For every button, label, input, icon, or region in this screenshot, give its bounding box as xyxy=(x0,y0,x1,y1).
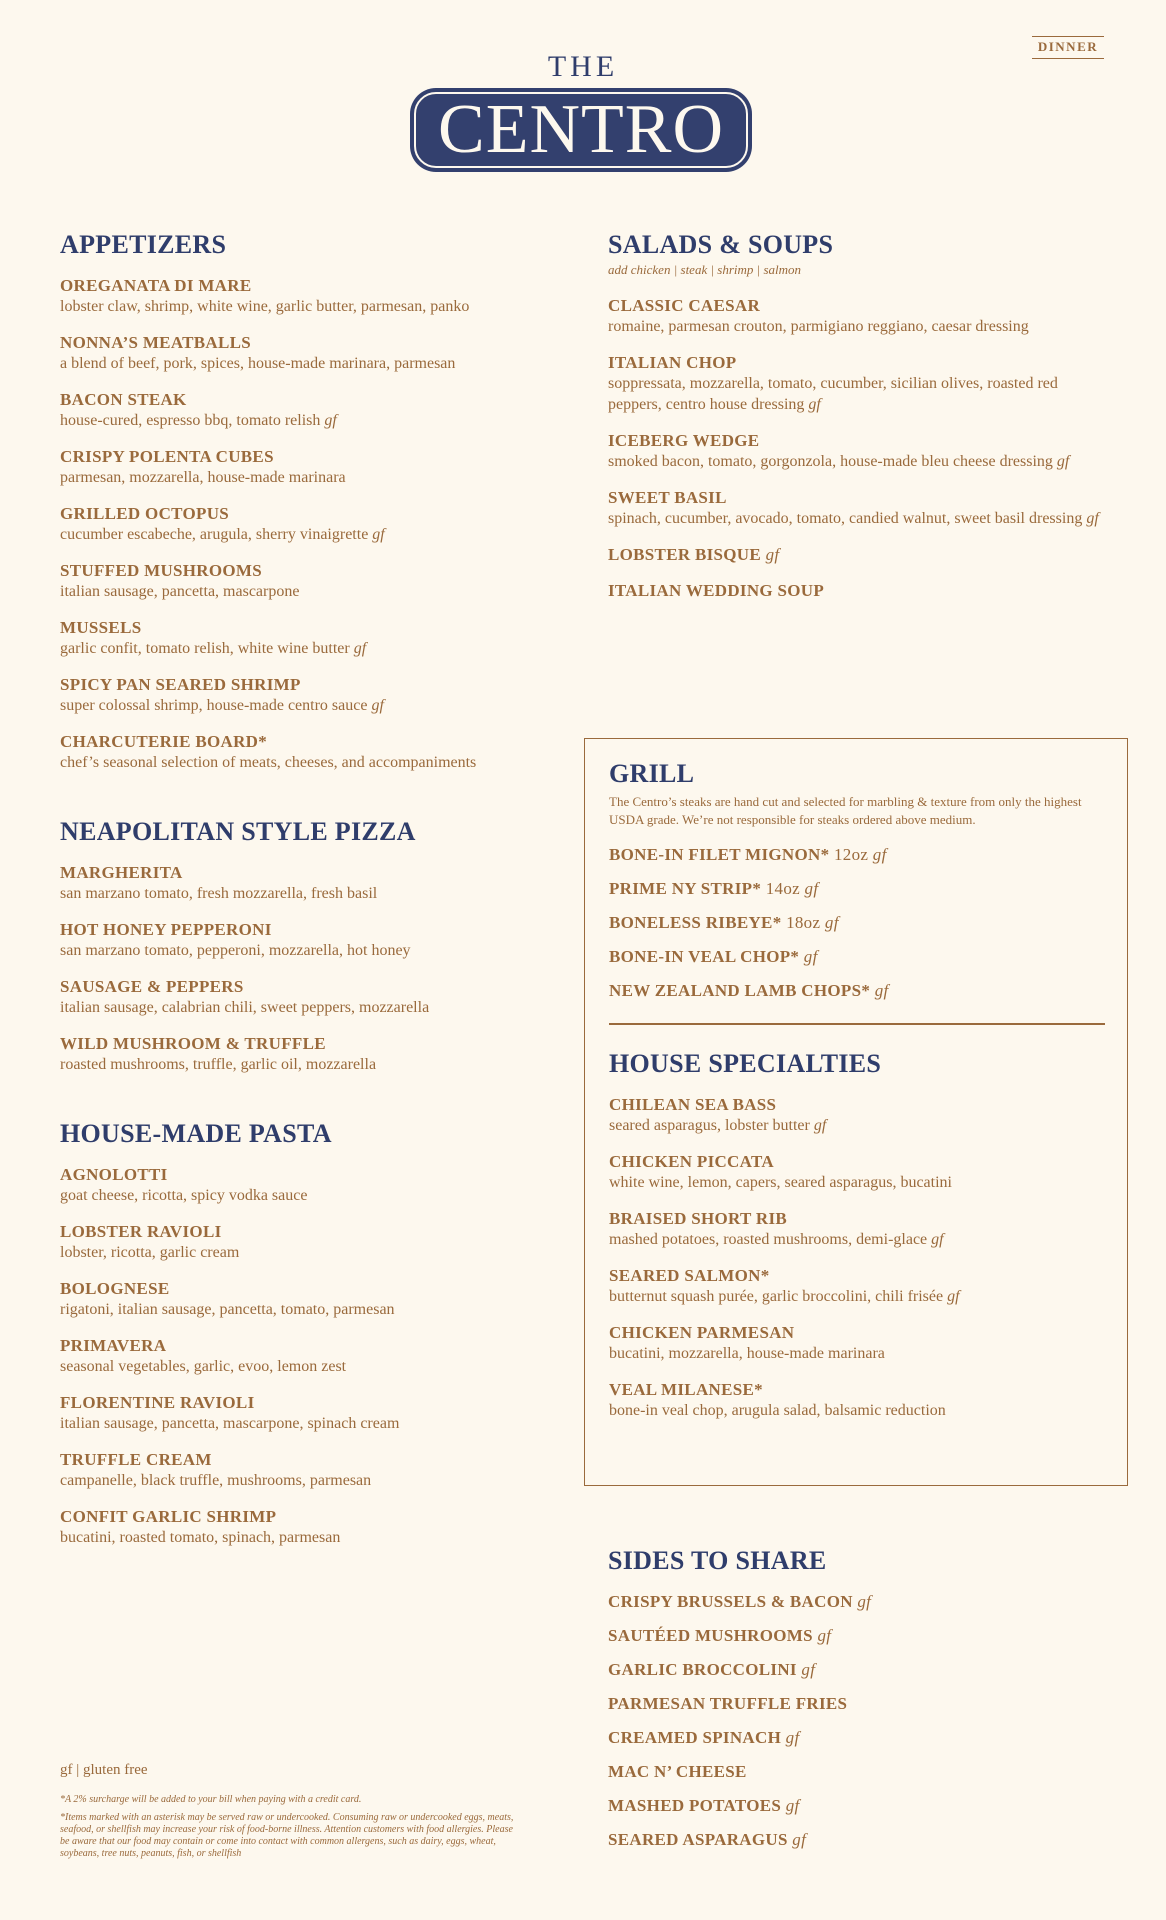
menu-item-description: bucatini, roasted tomato, spinach, parmesan xyxy=(60,1529,341,1546)
menu-item-name: MAC N’ CHEESE xyxy=(608,1762,747,1781)
menu-item-description: smoked bacon, tomato, gorgonzola, house-made bleu cheese dressing xyxy=(608,453,1053,470)
portion-size: 12oz xyxy=(833,845,869,864)
menu-item-description: rigatoni, italian sausage, pancetta, tomato, parmesan xyxy=(60,1301,395,1318)
menu-item-name-line xyxy=(608,1660,1108,1680)
menu-item-name: BACON STEAK xyxy=(60,390,187,409)
menu-item-name-line xyxy=(608,1762,1108,1782)
gluten-free-mark: gf xyxy=(931,1230,944,1248)
portion-size: 14oz xyxy=(765,879,800,898)
menu-item-description-line xyxy=(60,997,560,1018)
menu-item-name-line xyxy=(60,1393,560,1413)
menu-item xyxy=(60,977,560,1018)
gluten-free-mark: gf xyxy=(808,396,821,413)
menu-item-name-line xyxy=(60,1165,560,1185)
menu-item-description: spinach, cucumber, avocado, tomato, candied walnut, sweet basil dressing xyxy=(608,510,1083,527)
gluten-free-mark: gf xyxy=(817,1626,832,1645)
menu-item-name-line xyxy=(609,1380,1105,1400)
menu-item xyxy=(60,276,560,317)
menu-item-description: super colossal shrimp, house-made centro sauce xyxy=(60,697,368,714)
menu-item-name-line xyxy=(60,1222,560,1242)
menu-item-name-line xyxy=(608,545,1108,565)
menu-item-description-line xyxy=(60,1185,560,1206)
menu-item-name-line xyxy=(608,488,1108,508)
menu-item xyxy=(60,1450,560,1491)
menu-item-name: BRAISED SHORT RIB xyxy=(609,1208,788,1228)
menu-item-name-line xyxy=(608,1728,1108,1748)
menu-item-description: white wine, lemon, capers, seared asparagus, bucatini xyxy=(609,1173,952,1191)
menu-item xyxy=(608,581,1108,601)
gluten-free-mark: gf xyxy=(824,913,839,932)
menu-item-description-line xyxy=(609,1400,1105,1421)
menu-item xyxy=(60,732,560,773)
menu-item-description-line xyxy=(60,752,560,773)
menu-item-name-line xyxy=(608,1694,1108,1714)
menu-item-description-line xyxy=(608,508,1108,529)
left-column xyxy=(60,232,560,1564)
gluten-free-mark: gf xyxy=(801,1660,816,1679)
menu-item-name-line xyxy=(609,913,1105,933)
pasta-section xyxy=(60,1121,560,1548)
menu-item-name: ITALIAN WEDDING SOUP xyxy=(608,581,825,600)
menu-item-description-line xyxy=(60,883,560,904)
menu-item-description: bucatini, mozzarella, house-made marinara xyxy=(609,1344,885,1362)
section-title: NEAPOLITAN STYLE PIZZA xyxy=(60,817,416,846)
menu-item-description-line xyxy=(608,316,1108,337)
section-title: SALADS & SOUPS xyxy=(608,230,834,259)
menu-item-name-line xyxy=(609,981,1105,1001)
menu-item-description-line xyxy=(60,1054,560,1075)
menu-item-name-line xyxy=(608,581,1108,601)
allergy-advisory: *Items marked with an asterisk may be served raw or undercooked. Consuming raw or undercooked eggs, meats, seafood, or shellfish may increase your risk of food-borne illness. Attention customers with food allergies. Please be aware that our food may contain or come into contact with common allergens, such as dairy, eggs, wheat, soybeans, tree nuts, peanuts, fish, or shellfish xyxy=(60,1812,514,1859)
menu-item-name-line xyxy=(608,1796,1108,1816)
menu-item-name: HOT HONEY PEPPERONI xyxy=(60,920,272,939)
menu-item-name-line xyxy=(609,1095,1105,1115)
menu-item xyxy=(60,447,560,488)
menu-item xyxy=(60,920,560,961)
menu-item-description-line xyxy=(60,581,560,602)
menu-item-name-line xyxy=(60,1336,560,1356)
menu-item xyxy=(609,1380,1105,1421)
gluten-free-mark: gf xyxy=(785,1728,800,1747)
appetizers-section xyxy=(60,232,560,773)
section-title: HOUSE SPECIALTIES xyxy=(609,1048,882,1078)
menu-item-name-line xyxy=(608,353,1108,373)
menu-item-name: SEARED SALMON* xyxy=(609,1265,770,1285)
menu-item xyxy=(609,1323,1105,1364)
menu-item-description: soppressata, mozzarella, tomato, cucumber, sicilian olives, roasted red peppers, centro house dressing xyxy=(608,375,1058,413)
menu-item-name-line xyxy=(609,947,1105,967)
menu-item-name: BONE-IN FILET MIGNON* xyxy=(609,845,830,864)
menu-item-description: seasonal vegetables, garlic, evoo, lemon zest xyxy=(60,1358,347,1375)
menu-item-description-line xyxy=(60,638,560,659)
menu-item-name: SWEET BASIL xyxy=(608,488,727,507)
gluten-free-mark: gf xyxy=(371,697,384,714)
menu-item xyxy=(609,981,1105,1001)
menu-item xyxy=(608,1796,1108,1816)
menu-item-name: ITALIAN CHOP xyxy=(608,353,737,372)
gluten-free-legend: gf | gluten free xyxy=(60,1762,148,1778)
gluten-free-mark: gf xyxy=(874,981,889,1000)
menu-item xyxy=(609,1266,1105,1307)
menu-item-description-line xyxy=(60,695,560,716)
menu-item-description: cucumber escabeche, arugula, sherry vinaigrette xyxy=(60,526,369,543)
menu-item-name: CHICKEN PICCATA xyxy=(609,1151,774,1171)
section-title: HOUSE-MADE PASTA xyxy=(60,1119,332,1148)
menu-item xyxy=(609,1209,1105,1250)
menu-item xyxy=(60,390,560,431)
menu-item-description: a blend of beef, pork, spices, house-made marinara, parmesan xyxy=(60,355,456,372)
pizza-section xyxy=(60,819,560,1075)
restaurant-logo xyxy=(410,52,756,172)
menu-item-description-line xyxy=(60,1242,560,1263)
menu-item xyxy=(60,618,560,659)
grill-note: The Centro’s steaks are hand cut and selected for marbling & texture from only the highest USDA grade. We’re not responsible for steaks ordered above medium. xyxy=(609,794,1082,827)
menu-item-name: GRILLED OCTOPUS xyxy=(60,504,230,523)
add-protein-note: add chicken | steak | shrimp | salmon xyxy=(608,262,802,277)
gluten-free-mark: gf xyxy=(324,412,337,429)
menu-item-name-line xyxy=(60,561,560,581)
menu-item-name-line xyxy=(608,431,1108,451)
menu-item-name: CHICKEN PARMESAN xyxy=(609,1322,795,1342)
menu-item-name-line xyxy=(608,296,1108,316)
menu-item xyxy=(60,1507,560,1548)
menu-item-name-line xyxy=(60,1034,560,1054)
sides-section xyxy=(608,1548,1108,1850)
logo-the: THE xyxy=(547,50,619,83)
menu-item-name: CRISPY BRUSSELS & BACON xyxy=(608,1592,853,1611)
menu-item-name: FLORENTINE RAVIOLI xyxy=(60,1393,255,1412)
menu-item-description: parmesan, mozzarella, house-made marinara xyxy=(60,469,346,486)
gluten-free-mark: gf xyxy=(872,845,887,864)
menu-item-description-line xyxy=(609,1286,1105,1307)
menu-item-description: chef’s seasonal selection of meats, cheeses, and accompaniments xyxy=(60,754,477,771)
menu-item-name: NEW ZEALAND LAMB CHOPS* xyxy=(609,981,871,1000)
menu-item-description: san marzano tomato, fresh mozzarella, fresh basil xyxy=(60,885,378,902)
right-column xyxy=(608,232,1108,617)
menu-item-name-line xyxy=(609,1266,1105,1286)
menu-item-name-line xyxy=(60,920,560,940)
menu-item xyxy=(60,333,560,374)
menu-item-name-line xyxy=(609,1152,1105,1172)
menu-item-description-line xyxy=(60,467,560,488)
menu-item-name: PARMESAN TRUFFLE FRIES xyxy=(608,1694,848,1713)
gluten-free-mark: gf xyxy=(353,640,367,657)
menu-item xyxy=(608,1626,1108,1646)
menu-item-description: italian sausage, calabrian chili, sweet peppers, mozzarella xyxy=(60,999,430,1016)
menu-item-description-line xyxy=(609,1343,1105,1364)
menu-item-description-line xyxy=(60,1470,560,1491)
menu-item xyxy=(608,353,1108,415)
gluten-free-mark: gf xyxy=(1056,453,1070,470)
menu-item-name: PRIMAVERA xyxy=(60,1336,167,1355)
menu-item-name-line xyxy=(609,879,1105,899)
menu-item-description-line xyxy=(60,1356,560,1377)
menu-item-description: goat cheese, ricotta, spicy vodka sauce xyxy=(60,1187,308,1204)
menu-item-description-line xyxy=(609,1172,1105,1193)
menu-item-name-line xyxy=(60,863,560,883)
logo-badge xyxy=(410,88,752,172)
section-title: APPETIZERS xyxy=(60,230,227,259)
portion-size: 18oz xyxy=(786,913,821,932)
menu-type-tag: DINNER xyxy=(1032,36,1104,59)
menu-item-description: italian sausage, pancetta, mascarpone xyxy=(60,583,300,600)
menu-item-description: roasted mushrooms, truffle, garlic oil, mozzarella xyxy=(60,1056,377,1073)
menu-item-name: MARGHERITA xyxy=(60,863,183,882)
menu-item xyxy=(60,561,560,602)
menu-item-name-line xyxy=(60,276,560,296)
menu-item xyxy=(608,431,1108,472)
gluten-free-mark: gf xyxy=(803,947,818,966)
menu-item xyxy=(609,1152,1105,1193)
menu-item-name-line xyxy=(609,1323,1105,1343)
menu-item-name: AGNOLOTTI xyxy=(60,1165,168,1184)
menu-item-name: MUSSELS xyxy=(60,618,142,637)
menu-item xyxy=(608,1762,1108,1782)
menu-item-name: CHARCUTERIE BOARD* xyxy=(60,732,268,751)
menu-item-description-line xyxy=(609,1115,1105,1136)
menu-item-description-line xyxy=(60,296,560,317)
menu-item-name: LOBSTER BISQUE xyxy=(608,545,762,564)
menu-item-description: campanelle, black truffle, mushrooms, parmesan xyxy=(60,1472,372,1489)
menu-item xyxy=(608,488,1108,529)
menu-item-name-line xyxy=(60,675,560,695)
menu-item-name: SPICY PAN SEARED SHRIMP xyxy=(60,675,301,694)
menu-item-name: VEAL MILANESE* xyxy=(609,1379,763,1399)
menu-item-description-line xyxy=(60,1299,560,1320)
menu-item xyxy=(609,947,1105,967)
menu-item-name: TRUFFLE CREAM xyxy=(60,1450,212,1469)
menu-item xyxy=(60,1222,560,1263)
menu-item-description: mashed potatoes, roasted mushrooms, demi-glace xyxy=(609,1230,928,1248)
menu-item-name: SEARED ASPARAGUS xyxy=(608,1830,788,1849)
menu-item-name-line xyxy=(608,1626,1108,1646)
grill-specialties-box xyxy=(584,738,1128,1486)
grill-section xyxy=(609,761,1105,1001)
menu-item-name-line xyxy=(609,845,1105,865)
menu-item-name: ICEBERG WEDGE xyxy=(608,431,760,450)
menu-item-description-line xyxy=(60,1527,560,1548)
gluten-free-mark: gf xyxy=(947,1287,960,1305)
menu-item-description-line xyxy=(60,524,560,545)
gluten-free-mark: gf xyxy=(857,1592,872,1611)
menu-item-name: BONELESS RIBEYE* xyxy=(609,913,782,932)
menu-item-name: CONFIT GARLIC SHRIMP xyxy=(60,1507,277,1526)
specialties-section xyxy=(609,1048,1105,1421)
menu-item-name: GARLIC BROCCOLINI xyxy=(608,1660,797,1679)
menu-item-name-line xyxy=(609,1209,1105,1229)
menu-item xyxy=(60,1393,560,1434)
divider xyxy=(609,1023,1105,1025)
menu-item-name: BOLOGNESE xyxy=(60,1279,170,1298)
menu-item xyxy=(60,675,560,716)
menu-item xyxy=(60,1336,560,1377)
menu-item-name-line xyxy=(60,1507,560,1527)
menu-item xyxy=(608,1660,1108,1680)
menu-item-name-line xyxy=(608,1830,1108,1850)
menu-item-name: OREGANATA DI MARE xyxy=(60,276,252,295)
menu-item-name-line xyxy=(60,618,560,638)
menu-item xyxy=(60,1165,560,1206)
logo-wordmark: CENTRO xyxy=(414,92,748,168)
section-title: SIDES TO SHARE xyxy=(608,1546,827,1575)
menu-item xyxy=(60,504,560,545)
menu-item xyxy=(608,1728,1108,1748)
menu-item-name-line xyxy=(60,447,560,467)
menu-item-name: CRISPY POLENTA CUBES xyxy=(60,447,274,466)
menu-item-description-line xyxy=(60,1413,560,1434)
menu-item xyxy=(60,863,560,904)
section-title: GRILL xyxy=(609,759,695,788)
menu-item-description: italian sausage, pancetta, mascarpone, spinach cream xyxy=(60,1415,400,1432)
gluten-free-mark: gf xyxy=(813,1116,827,1134)
sides-column xyxy=(608,1548,1108,1864)
menu-item-description: lobster, ricotta, garlic cream xyxy=(60,1244,240,1261)
menu-item-name: PRIME NY STRIP* xyxy=(609,879,762,898)
menu-item xyxy=(608,1592,1108,1612)
menu-item-name-line xyxy=(60,1450,560,1470)
menu-item-description-line xyxy=(60,940,560,961)
menu-item xyxy=(60,1279,560,1320)
menu-item xyxy=(609,845,1105,865)
menu-item-description: butternut squash purée, garlic broccolini, chili frisée xyxy=(609,1287,944,1305)
gluten-free-mark: gf xyxy=(372,526,385,543)
menu-item-description: bone-in veal chop, arugula salad, balsamic reduction xyxy=(609,1401,946,1419)
menu-item-description: lobster claw, shrimp, white wine, garlic butter, parmesan, panko xyxy=(60,298,470,315)
menu-item-name: BONE-IN VEAL CHOP* xyxy=(609,947,800,966)
menu-item-description-line xyxy=(608,451,1108,472)
salads-section xyxy=(608,232,1108,601)
gluten-free-mark: gf xyxy=(792,1830,807,1849)
menu-item xyxy=(609,913,1105,933)
menu-item xyxy=(608,296,1108,337)
menu-item-name: CLASSIC CAESAR xyxy=(608,296,761,315)
menu-item-name: MASHED POTATOES xyxy=(608,1796,782,1815)
menu-item xyxy=(608,1830,1108,1850)
menu-item xyxy=(608,1694,1108,1714)
menu-item-name: SAUSAGE & PEPPERS xyxy=(60,977,244,996)
menu-item xyxy=(60,1034,560,1075)
menu-item-description: seared asparagus, lobster butter xyxy=(609,1116,810,1134)
menu-item-description-line xyxy=(609,1229,1105,1250)
menu-item-description-line xyxy=(60,410,560,431)
menu-item-name-line xyxy=(60,977,560,997)
menu-item-name-line xyxy=(608,1592,1108,1612)
menu-item-name-line xyxy=(60,333,560,353)
menu-item-description: romaine, parmesan crouton, parmigiano reggiano, caesar dressing xyxy=(608,318,1029,335)
menu-item-name: LOBSTER RAVIOLI xyxy=(60,1222,222,1241)
menu-item-name-line xyxy=(60,504,560,524)
menu-item-name: CHILEAN SEA BASS xyxy=(609,1094,777,1114)
gluten-free-mark: gf xyxy=(785,1796,800,1815)
surcharge-note: *A 2% surcharge will be added to your bill when paying with a credit card. xyxy=(60,1794,362,1805)
menu-item-description-line xyxy=(60,353,560,374)
menu-item-name: WILD MUSHROOM & TRUFFLE xyxy=(60,1034,326,1053)
menu-item-description: san marzano tomato, pepperoni, mozzarella, hot honey xyxy=(60,942,411,959)
menu-item-name: NONNA’S MEATBALLS xyxy=(60,333,252,352)
gluten-free-mark: gf xyxy=(765,545,780,564)
menu-item xyxy=(609,879,1105,899)
menu-item-name-line xyxy=(60,1279,560,1299)
menu-item xyxy=(609,1095,1105,1136)
menu-item-description: house-cured, espresso bbq, tomato relish xyxy=(60,412,321,429)
menu-item-name-line xyxy=(60,732,560,752)
gluten-free-mark: gf xyxy=(804,879,819,898)
menu-item-name: SAUTÉED MUSHROOMS xyxy=(608,1626,813,1645)
menu-item-name-line xyxy=(60,390,560,410)
menu-item-description: garlic confit, tomato relish, white wine butter xyxy=(60,640,350,657)
menu-item-name: CREAMED SPINACH xyxy=(608,1728,782,1747)
menu-item xyxy=(608,545,1108,565)
menu-item-description-line xyxy=(608,373,1108,415)
menu-item-name: STUFFED MUSHROOMS xyxy=(60,561,263,580)
gluten-free-mark: gf xyxy=(1086,510,1099,527)
